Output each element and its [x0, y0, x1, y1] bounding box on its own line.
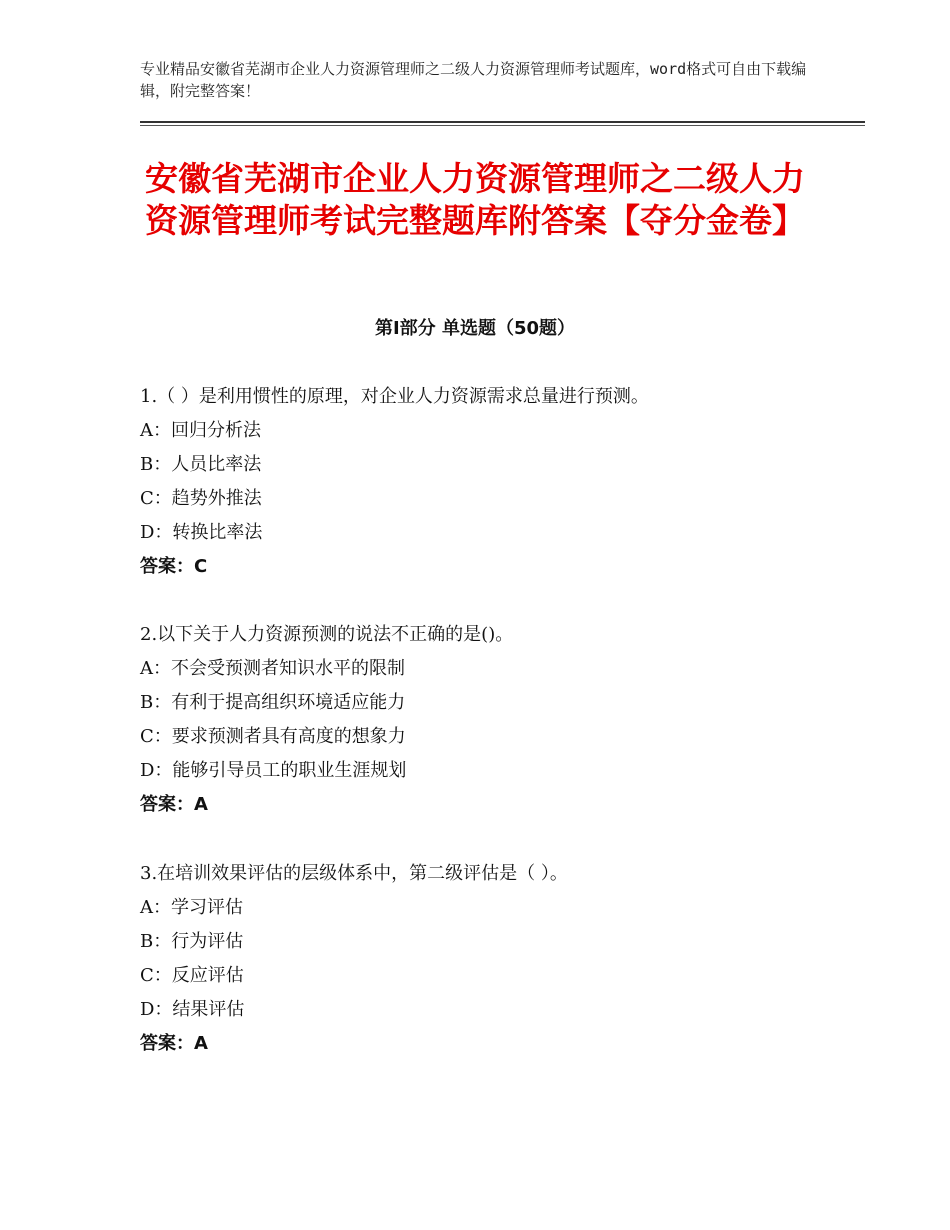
answer: 答案：A — [140, 1033, 208, 1054]
question-stem: 1.（ ）是利用惯性的原理，对企业人力资源需求总量进行预测。 — [140, 386, 649, 407]
header-note: 专业精品安徽省芜湖市企业人力资源管理师之二级人力资源管理师考试题库，word格式可自由下载编辑，附完整答案！ — [140, 60, 807, 100]
option-a: A：不会受预测者知识水平的限制 — [140, 658, 405, 679]
option-b: B：有利于提高组织环境适应能力 — [140, 692, 406, 713]
header-divider-thick — [140, 121, 865, 123]
option-b: B：行为评估 — [140, 931, 244, 952]
header-divider-thin — [140, 125, 865, 126]
question-1 — [140, 380, 840, 584]
question-stem: 3.在培训效果评估的层级体系中，第二级评估是（ ）。 — [140, 863, 568, 884]
option-c: C：趋势外推法 — [140, 488, 262, 509]
option-a: A：学习评估 — [140, 897, 243, 918]
question-stem: 2.以下关于人力资源预测的说法不正确的是()。 — [140, 624, 514, 645]
answer: 答案：C — [140, 556, 208, 577]
option-d: D：转换比率法 — [140, 522, 263, 543]
option-c: C：要求预测者具有高度的想象力 — [140, 726, 406, 747]
option-d: D：结果评估 — [140, 999, 245, 1020]
option-a: A：回归分析法 — [140, 420, 261, 441]
question-3 — [140, 857, 840, 1061]
answer: 答案：A — [140, 794, 208, 815]
question-2 — [140, 618, 840, 822]
option-b: B：人员比率法 — [140, 454, 262, 475]
section-title: 第Ⅰ部分 单选题（50题） — [374, 318, 575, 339]
option-d: D：能够引导员工的职业生涯规划 — [140, 760, 407, 781]
option-c: C：反应评估 — [140, 965, 244, 986]
document-title: 安徽省芜湖市企业人力资源管理师之二级人力资源管理师考试完整题库附答案【夺分金卷】 — [145, 159, 805, 240]
